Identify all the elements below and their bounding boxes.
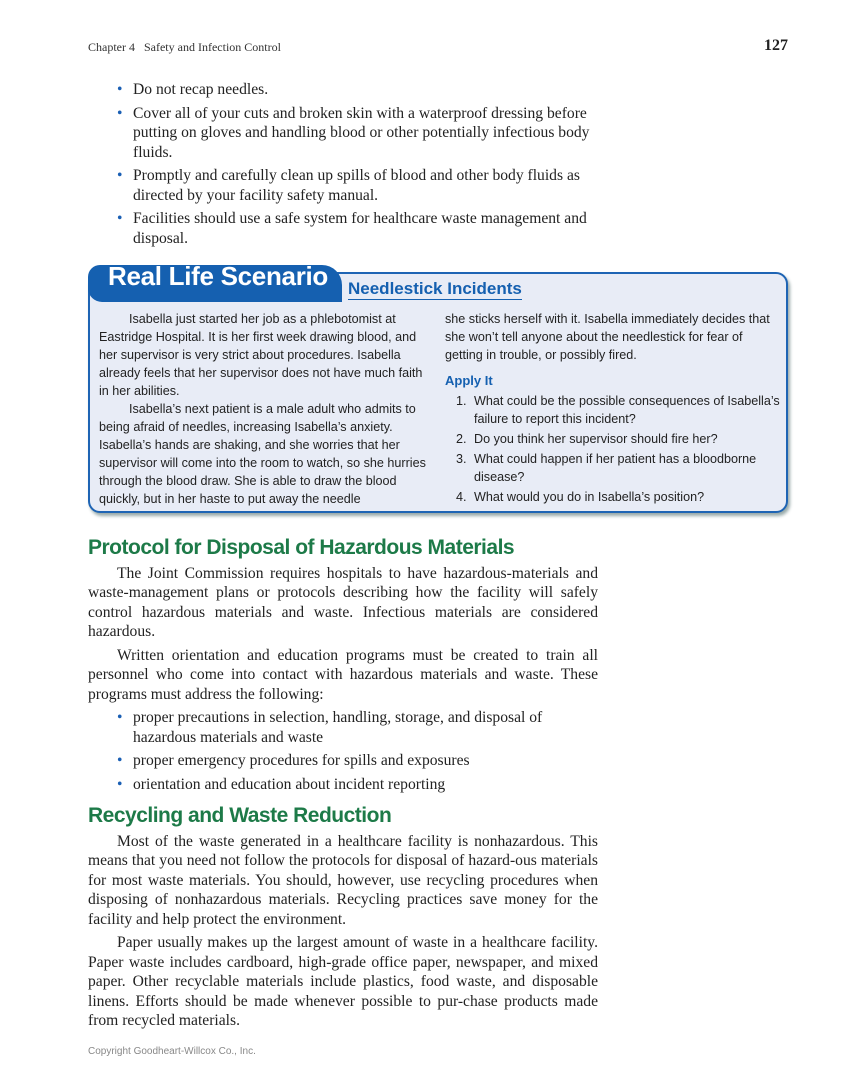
section-heading: Recycling and Waste Reduction — [88, 804, 392, 827]
bullet-text: proper precautions in selection, handling, storage, and disposal of hazardous materials and waste — [133, 709, 543, 746]
paragraph: The Joint Commission requires hospitals to have hazardous-materials and waste-management plans or protocols describing how the facility will safely control hazardous materials and waste. Infectious materials are considered hazardous. — [88, 564, 598, 640]
scenario-tab: Real Life Scenario — [88, 265, 342, 302]
question-text: What would you do in Isabella’s position? — [474, 490, 705, 504]
list-item: • orientation and education about incident reporting — [117, 775, 446, 793]
apply-it-heading: Apply It — [445, 373, 493, 388]
question-item — [445, 450, 780, 486]
question-item — [445, 392, 780, 428]
paragraph: Most of the waste generated in a healthcare facility is nonhazardous. This means that you need not follow the protocols for disposal of hazard-ous materials for most waste materials. You should, however, use recycling procedures when disposing of nonhazardous materials. Recycling practices save money for the facility and help protect the environment. — [88, 832, 598, 928]
copyright-footer: Copyright Goodheart-Willcox Co., Inc. — [88, 1046, 256, 1057]
bullet-text: Facilities should use a safe system for healthcare waste management and disposal. — [133, 210, 587, 247]
list-item: • Promptly and carefully clean up spills of blood and other body fluids as directed by your facility safety manual. — [117, 167, 580, 204]
list-item: • Facilities should use a safe system for healthcare waste management and disposal. — [117, 210, 587, 247]
question-item — [445, 488, 780, 506]
running-header: Chapter 4 Safety and Infection Control — [88, 40, 281, 54]
bullet-text: Promptly and carefully clean up spills of blood and other body fluids as directed by your facility safety manual. — [133, 167, 580, 204]
bullet-text: Cover all of your cuts and broken skin with a waterproof dressing before putting on gloves and handling blood or other potentially infectious body fluids. — [133, 104, 590, 161]
scenario-title: Needlestick Incidents — [348, 279, 522, 298]
scenario-right-column — [445, 310, 780, 508]
paragraph: Written orientation and education programs must be created to train all personnel who come into contact with hazardous materials and waste. These programs must address the following: — [88, 646, 598, 703]
bullet-text: orientation and education about incident reporting — [133, 775, 446, 793]
list-item: • proper emergency procedures for spills and exposures — [117, 752, 470, 769]
list-item: • proper precautions in selection, handling, storage, and disposal of hazardous materials and waste — [117, 709, 543, 746]
scenario-paragraph: Isabella just started her job as a phlebotomist at Eastridge Hospital. It is her first week drawing blood, and her supervisor is very strict about procedures. Isabella already feels that her supervisor does not have much faith in her abilities. — [99, 312, 423, 398]
question-number: 4. — [456, 490, 467, 504]
question-text: What could happen if her patient has a bloodborne disease? — [474, 452, 757, 484]
scenario-paragraph: Isabella’s next patient is a male adult who admits to being afraid of needles, increasing Isabella’s anxiety. Isabella’s hands are shaking, and she worries that her supervisor will come into the room to watch, so she hurries through the blood draw. She is able to draw the blood quickly, but in her haste to put away the needle — [99, 402, 426, 506]
page-number: 127 — [764, 37, 788, 54]
bullet-text: Do not recap needles. — [133, 81, 269, 98]
bullet-text: proper emergency procedures for spills and exposures — [133, 752, 470, 769]
question-text: What could be the possible consequences of Isabella’s failure to report this incident? — [474, 394, 780, 426]
real-life-scenario-box — [88, 261, 788, 513]
question-number: 1. — [456, 394, 467, 408]
list-item: • Cover all of your cuts and broken skin with a waterproof dressing before putting on gloves and handling blood or other potentially infectious body fluids. — [117, 104, 590, 161]
main-text — [88, 526, 598, 1035]
question-number: 2. — [456, 432, 467, 446]
question-item — [445, 430, 780, 448]
scenario-continuation: she sticks herself with it. Isabella immediately decides that she won’t tell anyone about the needlestick for fear of getting in trouble, or possibly fired. — [445, 312, 770, 362]
paragraph: Paper usually makes up the largest amount of waste in a healthcare facility. Paper waste includes cardboard, high-grade office paper, newspaper, and mixed paper. Other recyclable materials include plastics, food waste, and disposable linens. Efforts should be made whenever possible to pur-chase products made from recycled materials. — [88, 934, 598, 1029]
question-text: Do you think her supervisor should fire her? — [474, 432, 718, 446]
section-heading: Protocol for Disposal of Hazardous Materials — [88, 536, 515, 559]
list-item: • Do not recap needles. — [117, 81, 269, 98]
scenario-left-column — [99, 310, 429, 508]
top-bullet-list — [88, 80, 598, 252]
question-number: 3. — [456, 452, 467, 466]
